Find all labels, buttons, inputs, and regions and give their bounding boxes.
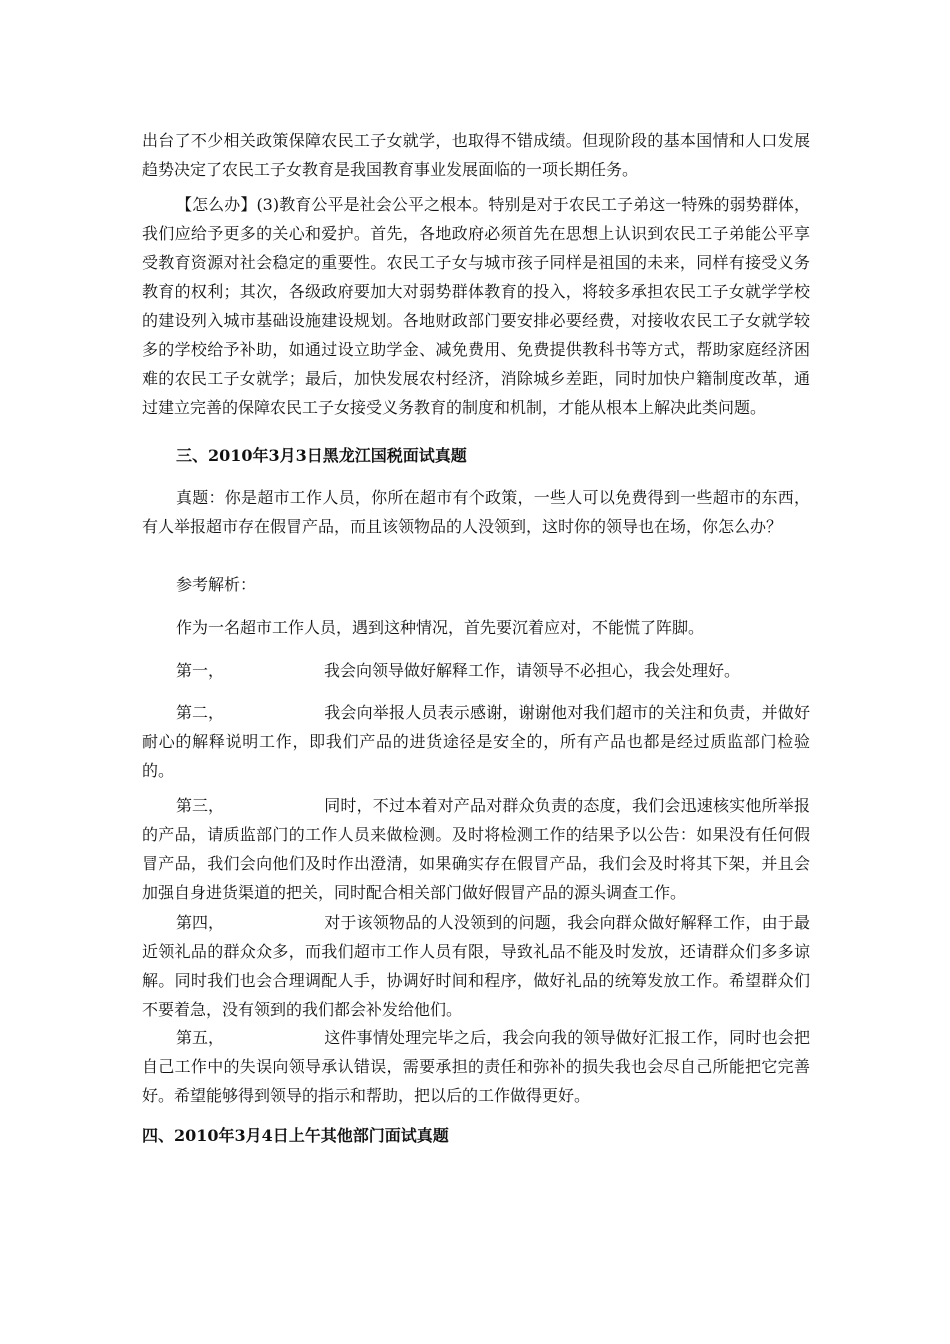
point-3-label: 第三，: [176, 796, 225, 815]
point-1-label: 第一，: [176, 661, 225, 680]
point-3-text: 同时，不过本着对产品对群众负责的态度，我们会迅速核实他所举报的产品，请质监部门的工作人员来做检测。及时将检测工作的结果予以公告：如果没有任何假冒产品，我们会向他们及时作出澄清，如果确实存在假冒产品，我们会及时将其下架，并且会加强自身进货渠道的把关，同时配合相关部门做好假冒产品的源头调查工作。: [142, 796, 810, 902]
point-4-label: 第四，: [176, 913, 225, 932]
point-3: [142, 791, 810, 907]
analysis-label: 参考解析：: [176, 575, 257, 594]
point-2-label: 第二，: [176, 703, 225, 722]
point-5: [142, 1023, 810, 1110]
question-paragraph: 真题：你是超市工作人员，你所在超市有个政策，一些人可以免费得到一些超市的东西，有人举报超市存在假冒产品，而且该领物品的人没领到，这时你的领导也在场，你怎么办？: [142, 488, 810, 536]
point-2: [142, 698, 810, 785]
paragraph-how-to-solve: 【怎么办】(3)教育公平是社会公平之根本。特别是对于农民工子弟这一特殊的弱势群体，我们应给予更多的关心和爱护。首先，各地政府必须首先在思想上认识到农民工子弟能公平享受教育资源对社会稳定的重要性。农民工子女与城市孩子同样是祖国的未来，同样有接受义务教育的权利；其次，各级政府要加大对弱势群体教育的投入，将较多承担农民工子女就学学校的建设列入城市基础设施建设规划。各地财政部门要安排必要经费，对接收农民工子女就学较多的学校给予补助，如通过设立助学金、减免费用、免费提供教科书等方式，帮助家庭经济困难的农民工子女就学；最后，加快发展农村经济，消除城乡差距，同时加快户籍制度改革，通过建立完善的保障农民工子女接受义务教育的制度和机制，才能从根本上解决此类问题。: [142, 195, 810, 417]
point-1: [142, 656, 810, 685]
paragraph-continuation: 出台了不少相关政策保障农民工子女就学，也取得不错成绩。但现阶段的基本国情和人口发展趋势决定了农民工子女教育是我国教育事业发展面临的一项长期任务。: [142, 131, 810, 179]
point-5-label: 第五，: [176, 1028, 225, 1047]
intro-paragraph: 作为一名超市工作人员，遇到这种情况，首先要沉着应对，不能慌了阵脚。: [176, 618, 705, 637]
point-5-text: 这件事情处理完毕之后，我会向我的领导做好汇报工作，同时也会把自己工作中的失误向领导承认错误，需要承担的责任和弥补的损失我也会尽自己所能把它完善好。希望能够得到领导的指示和帮助，把以后的工作做得更好。: [142, 1028, 810, 1105]
point-4: [142, 908, 810, 1024]
point-2-text: 我会向举报人员表示感谢，谢谢他对我们超市的关注和负责，并做好耐心的解释说明工作，即我们产品的进货途径是安全的，所有产品也都是经过质监部门检验的。: [142, 703, 810, 780]
section-heading-4: 四、2010年3月4日上午其他部门面试真题: [142, 1126, 449, 1145]
point-1-text: 我会向领导做好解释工作，请领导不必担心，我会处理好。: [324, 661, 741, 680]
point-4-text: 对于该领物品的人没领到的问题，我会向群众做好解释工作，由于最近领礼品的群众众多，而我们超市工作人员有限，导致礼品不能及时发放，还请群众们多多谅解。同时我们也会合理调配人手，协调好时间和程序，做好礼品的统筹发放工作。希望群众们不要着急，没有领到的我们都会补发给他们。: [142, 913, 810, 1019]
section-heading-3: 三、2010年3月3日黑龙江国税面试真题: [176, 446, 467, 465]
